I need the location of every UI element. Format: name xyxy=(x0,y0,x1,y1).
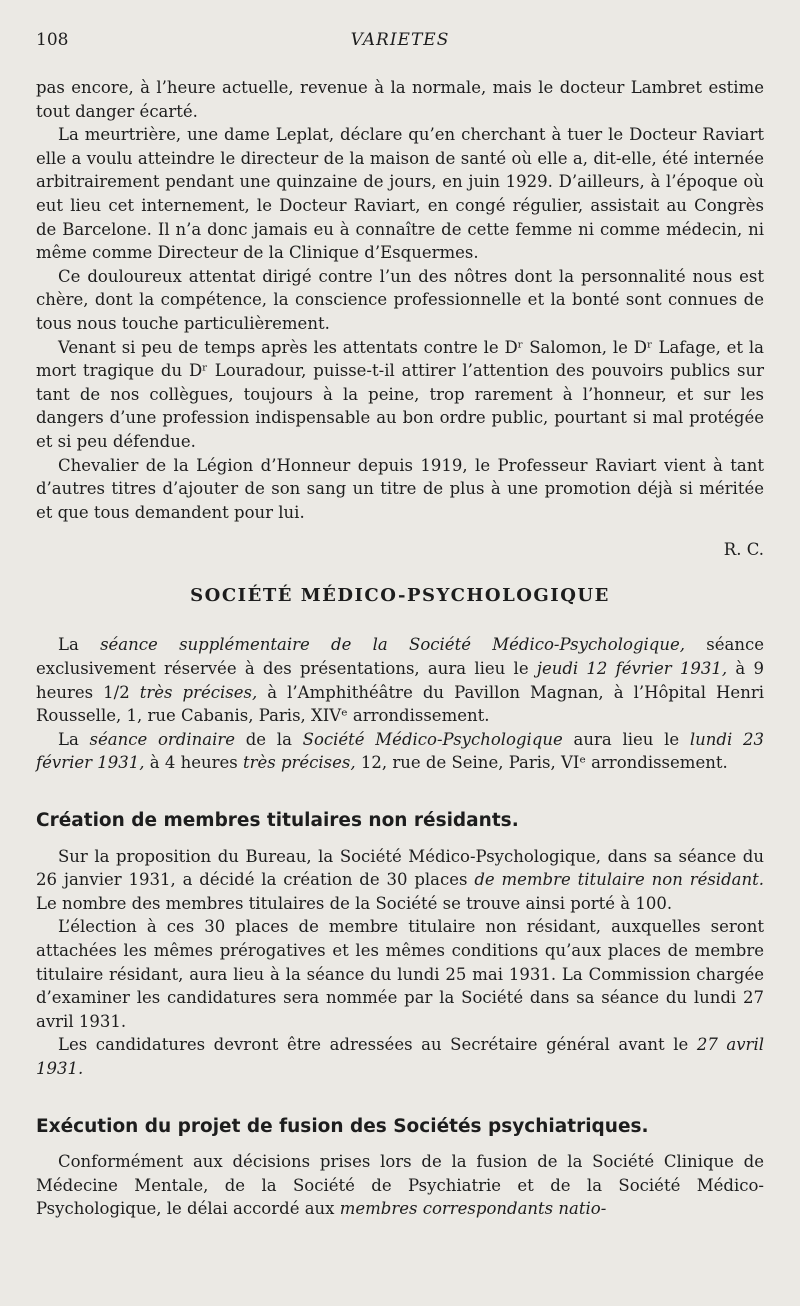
paragraph: Ce douloureux attentat dirigé contre l’un des nôtres dont la personnalité nous est chère, dont la compétence, la conscience professionnelle et la bonté sont connues de tous nous touche particulièrement. xyxy=(36,266,764,333)
paragraph: Sur la proposition du Bureau, la Société Médico-Psychologique, dans sa séance du 26 janvier 1931, a décidé la création de 30 places de membre titulaire non résidant. Le nombre des membres titulaires de la Société se trouve ainsi porté à 100. xyxy=(36,846,764,913)
paragraph: pas encore, à l’heure actuelle, revenue à la normale, mais le docteur Lambret estime tout danger écarté. xyxy=(36,78,764,121)
paragraph: Les candidatures devront être adressées au Secrétaire général avant le 27 avril 1931. xyxy=(36,1035,764,1078)
subsection-title: Exécution du projet de fusion des Sociétés psychiatriques. xyxy=(36,1115,649,1137)
body-text xyxy=(36,76,764,1221)
page-number: 108 xyxy=(36,30,69,50)
running-title: VARIETES xyxy=(350,30,450,50)
running-head xyxy=(36,30,764,56)
paragraph: Venant si peu de temps après les attentats contre le Dʳ Salomon, le Dʳ Lafage, et la mort tragique du Dʳ Louradour, puisse-t-il attirer l’attention des pouvoirs publics sur tant de nos collègues, toujours à la peine, trop rarement à l’honneur, et sur les dangers d’une profession indispensable au bon ordre public, pourtant si mal protégée et si peu défendue. xyxy=(36,337,764,451)
paragraph: Conformément aux décisions prises lors de la fusion de la Société Clinique de Médecine Mentale, de la Société de Psychiatrie et de la Société Médico-Psychologique, le délai accordé aux membres correspondants natio- xyxy=(36,1152,764,1219)
section-title: SOCIÉTÉ MÉDICO-PSYCHOLOGIQUE xyxy=(190,584,610,606)
paragraph: Chevalier de la Légion d’Honneur depuis 1919, le Professeur Raviart vient à tant d’autres titres d’ajouter de son sang un titre de plus à une promotion déjà si méritée et que tous demandent pour lui. xyxy=(36,455,764,522)
signature: R. C. xyxy=(723,540,764,560)
paragraph: La meurtrière, une dame Leplat, déclare qu’en cherchant à tuer le Docteur Raviart elle a voulu atteindre le directeur de la maison de santé où elle a, dit-elle, été internée arbitrairement pendant une quinzaine de jours, en juin 1929. D’ailleurs, à l’époque où eut lieu cet internement, le Docteur Raviart, en congé régulier, assistait au Congrès de Barcelone. Il n’a donc jamais eu à connaître de cette femme ni comme médecin, ni même comme Directeur de la Clinique d’Esquermes. xyxy=(36,125,764,263)
paragraph: La séance supplémentaire de la Société Médico-Psychologique, séance exclusivement réservée à des présentations, aura lieu le jeudi 12 février 1931, à 9 heures 1/2 très précises, à l’Amphithéâtre du Pavillon Magnan, à l’Hôpital Henri Rousselle, 1, rue Cabanis, Paris, XIVᵉ arrondissement. xyxy=(36,635,764,726)
paragraph: L’élection à ces 30 places de membre titulaire non résidant, auxquelles seront attachées les mêmes prérogatives et les mêmes conditions qu’aux places de membre titulaire résidant, aura lieu à la séance du lundi 25 mai 1931. La Commission chargée d’examiner les candidatures sera nommée par la Société dans sa séance du lundi 27 avril 1931. xyxy=(36,917,764,1031)
paragraph: La séance ordinaire de la Société Médico-Psychologique aura lieu le lundi 23 février 1931, à 4 heures très précises, 12, rue de Seine, Paris, VIᵉ arrondissement. xyxy=(36,729,764,773)
subsection-title: Création de membres titulaires non résidants. xyxy=(36,810,519,832)
